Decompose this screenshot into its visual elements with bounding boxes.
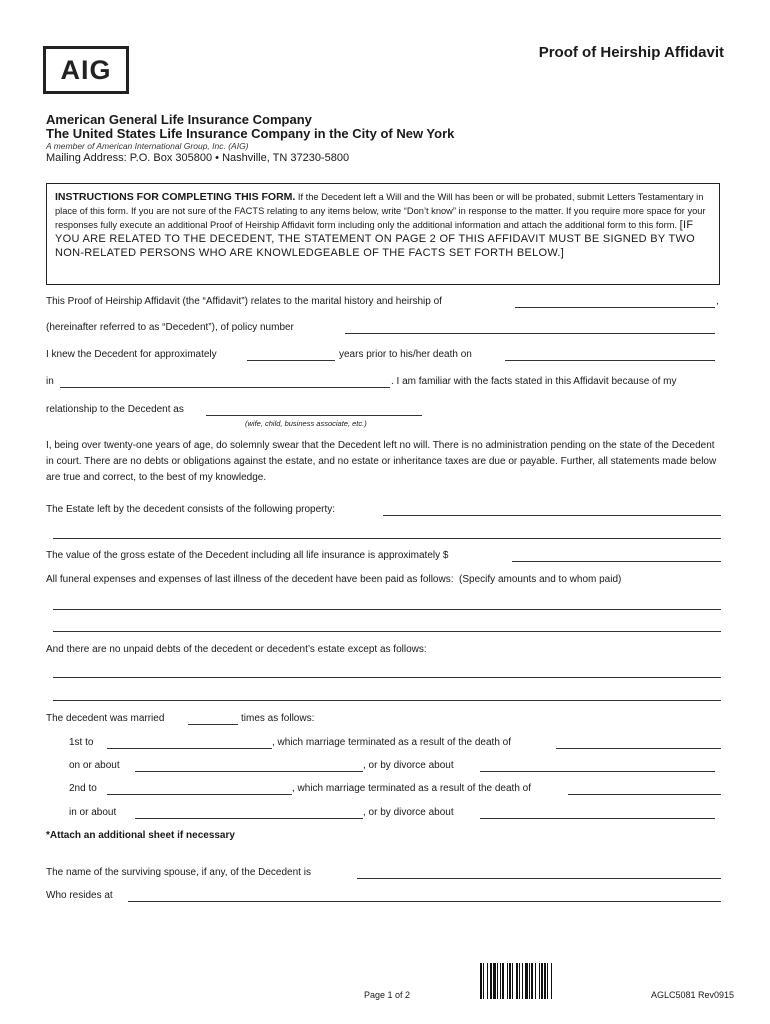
barcode	[480, 963, 598, 999]
knew-label: I knew the Decedent for approximately	[46, 349, 217, 360]
barcode-bar	[552, 963, 554, 999]
page-number: Page 1 of 2	[364, 990, 411, 1000]
document-title: Proof of Heirship Affidavit	[538, 44, 724, 61]
company-name-1: American General Life Insurance Company	[46, 112, 312, 127]
first-divorce-label: , or by divorce about	[363, 760, 454, 771]
debts-field-2[interactable]	[53, 700, 721, 701]
estate-field-2[interactable]	[53, 538, 721, 539]
relationship-label: relationship to the Decedent as	[46, 404, 184, 415]
second-divorce-field[interactable]	[480, 818, 715, 819]
debts-label: And there are no unpaid debts of the decedent or decedent’s estate except as follows:	[46, 644, 427, 655]
familiar-label: . I am familiar with the facts stated in this Affidavit because of my	[391, 376, 677, 387]
first-terminated-label: , which marriage terminated as a result of the death of	[272, 737, 512, 748]
first-death-date-field[interactable]	[135, 771, 363, 772]
second-spouse-field[interactable]	[107, 794, 292, 795]
years-prior-label: years prior to his/her death on	[339, 349, 472, 360]
oath-paragraph: I, being over twenty-one years of age, do solemnly swear that the Decedent left no will. There is no administration pending on the state of the Decedent in court. There are no debts or obligations against the estate, and no estate or inheritance taxes are due or payable. Further, all statements made below are true and correct, to the best of my knowledge.	[46, 440, 717, 483]
policy-label: (hereinafter referred to as “Decedent”), of policy number	[46, 322, 294, 333]
comma: ,	[716, 296, 719, 307]
gross-estate-label: The value of the gross estate of the Decedent including all life insurance is approximately $	[46, 550, 449, 561]
funeral-field-2[interactable]	[53, 631, 721, 632]
company-name-2: The United States Life Insurance Company in the City of New York	[46, 126, 455, 141]
instructions-caps: [IF YOU ARE RELATED TO THE DECEDENT, THE STATEMENT ON PAGE 2 OF THIS AFFIDAVIT MUST BE SIGNED BY TWO NON-RELATED PERSONS WHO ARE KNOWLEDGEABLE OF THE FACTS SET FORTH BELOW.]	[55, 219, 696, 259]
relationship-hint: (wife, child, business associate, etc.)	[245, 419, 367, 428]
first-to-label: 1st to	[69, 737, 94, 748]
mailing-address: Mailing Address: P.O. Box 305800 • Nashville, TN 37230-5800	[46, 152, 350, 164]
second-death-date-field[interactable]	[135, 818, 363, 819]
death-place-field[interactable]	[60, 387, 390, 388]
policy-number-field[interactable]	[345, 333, 715, 334]
resides-label: Who resides at	[46, 890, 113, 901]
relationship-field[interactable]	[206, 415, 422, 416]
estate-label: The Estate left by the decedent consists of the following property:	[46, 504, 336, 515]
gross-estate-field[interactable]	[512, 561, 721, 562]
second-divorce-label: , or by divorce about	[363, 807, 454, 818]
times-married-field[interactable]	[188, 724, 238, 725]
decedent-name-field[interactable]	[515, 307, 715, 308]
second-death-of-field[interactable]	[568, 794, 721, 795]
surviving-spouse-label: The name of the surviving spouse, if any, of the Decedent is	[46, 867, 311, 878]
first-divorce-field[interactable]	[480, 771, 715, 772]
in-label: in	[46, 376, 54, 387]
attach-note: *Attach an additional sheet if necessary	[46, 830, 235, 841]
in-or-about-label: in or about	[69, 807, 117, 818]
resides-field[interactable]	[128, 901, 721, 902]
on-or-about-label: on or about	[69, 760, 120, 771]
heirship-intro: This Proof of Heirship Affidavit (the “Affidavit”) relates to the marital history and heirship of	[46, 296, 442, 307]
funeral-label: All funeral expenses and expenses of last illness of the decedent have been paid as follows: (Specify amounts and to whom paid)	[46, 574, 622, 585]
aig-logo: AIG	[43, 46, 129, 94]
second-terminated-label: , which marriage terminated as a result of the death of	[292, 783, 532, 794]
form-code: AGLC5081 Rev0915	[650, 990, 734, 1000]
death-date-field[interactable]	[505, 360, 715, 361]
instructions-lead: INSTRUCTIONS FOR COMPLETING THIS FORM.	[55, 191, 296, 203]
debts-field-1[interactable]	[53, 677, 721, 678]
years-known-field[interactable]	[247, 360, 335, 361]
instructions-body: If the Decedent left a Will and the Will has been or will be probated, submit Letters Testamentary in place of this form. If you are not sure of the FACTS relating to any items below, write “Don’t know” in response to the matter. If you require more space for your responses fully execute an additional Proof of Heirship Affidavit form including only the additional information and attach the additional form to this form.	[55, 192, 706, 230]
first-spouse-field[interactable]	[107, 748, 272, 749]
member-note: A member of American International Group, Inc. (AIG)	[46, 141, 249, 151]
first-death-of-field[interactable]	[556, 748, 721, 749]
surviving-spouse-field[interactable]	[357, 878, 721, 879]
married-label: The decedent was married	[46, 713, 165, 724]
instructions-box	[46, 183, 720, 285]
times-label: times as follows:	[241, 713, 315, 724]
second-to-label: 2nd to	[69, 783, 97, 794]
funeral-field-1[interactable]	[53, 609, 721, 610]
estate-field-1[interactable]	[383, 515, 721, 516]
